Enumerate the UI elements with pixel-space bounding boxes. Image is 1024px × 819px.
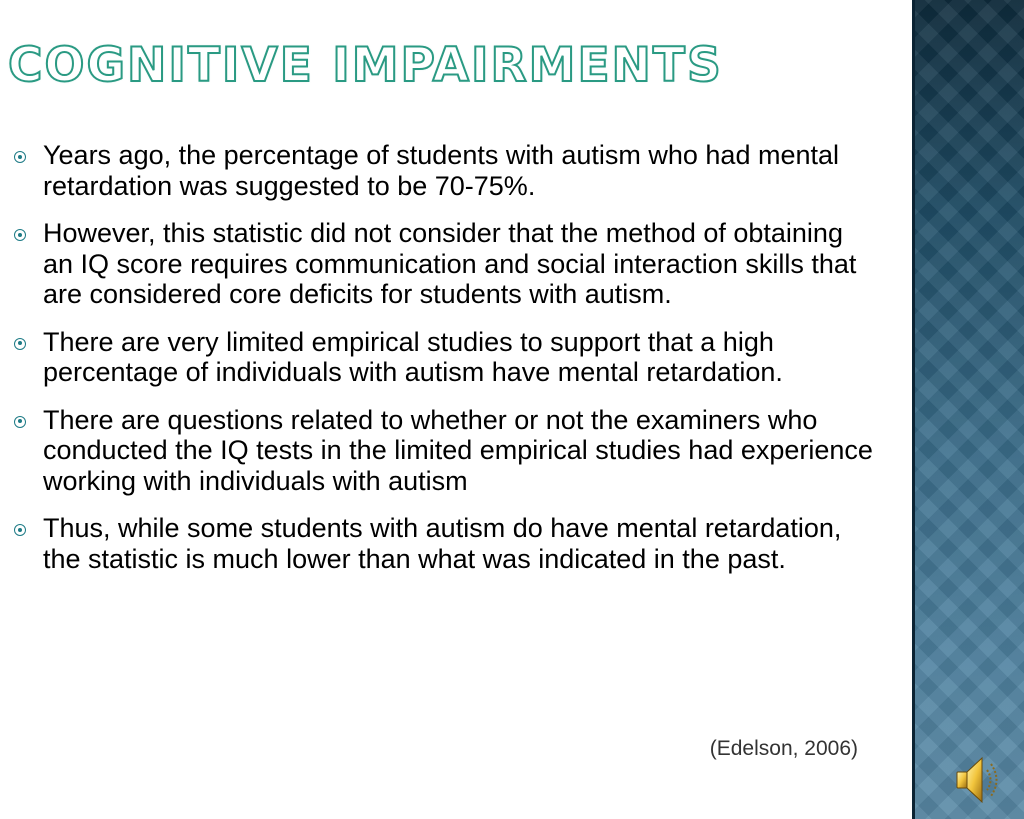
bullet-text: However, this statistic did not consider that the method of obtaining an IQ score requires communication and social interaction skills that are considered core deficits for students with autism. — [43, 218, 857, 309]
bullet-text: Years ago, the percentage of students with autism who had mental retardation was suggested to be 70-75%. — [43, 140, 839, 201]
bullet-icon — [14, 229, 26, 241]
bullet-icon — [14, 151, 26, 163]
bullet-item — [0, 513, 880, 574]
bullet-item — [0, 140, 880, 201]
bullet-text: Thus, while some students with autism do have mental retardation, the statistic is much lower than what was indicated in the past. — [43, 513, 842, 574]
bullet-text: There are questions related to whether or not the examiners who conducted the IQ tests in the limited empirical studies had experience working with individuals with autism — [43, 404, 873, 496]
side-panel-edge — [912, 0, 915, 819]
bullet-icon — [14, 416, 26, 428]
bullet-item — [0, 327, 880, 388]
bullet-list — [0, 140, 880, 591]
side-decoration-panel — [912, 0, 1024, 819]
slide-title: COGNITIVE IMPAIRMENTS — [8, 38, 723, 93]
bullet-icon — [14, 524, 26, 536]
bullet-text: There are very limited empirical studies to support that a high percentage of individuals with autism have mental retardation. — [43, 326, 783, 387]
bullet-icon — [14, 338, 26, 350]
bullet-item — [0, 405, 880, 497]
speaker-icon[interactable] — [954, 750, 1004, 810]
citation: (Edelson, 2006) — [709, 737, 858, 760]
bullet-item — [0, 218, 880, 310]
